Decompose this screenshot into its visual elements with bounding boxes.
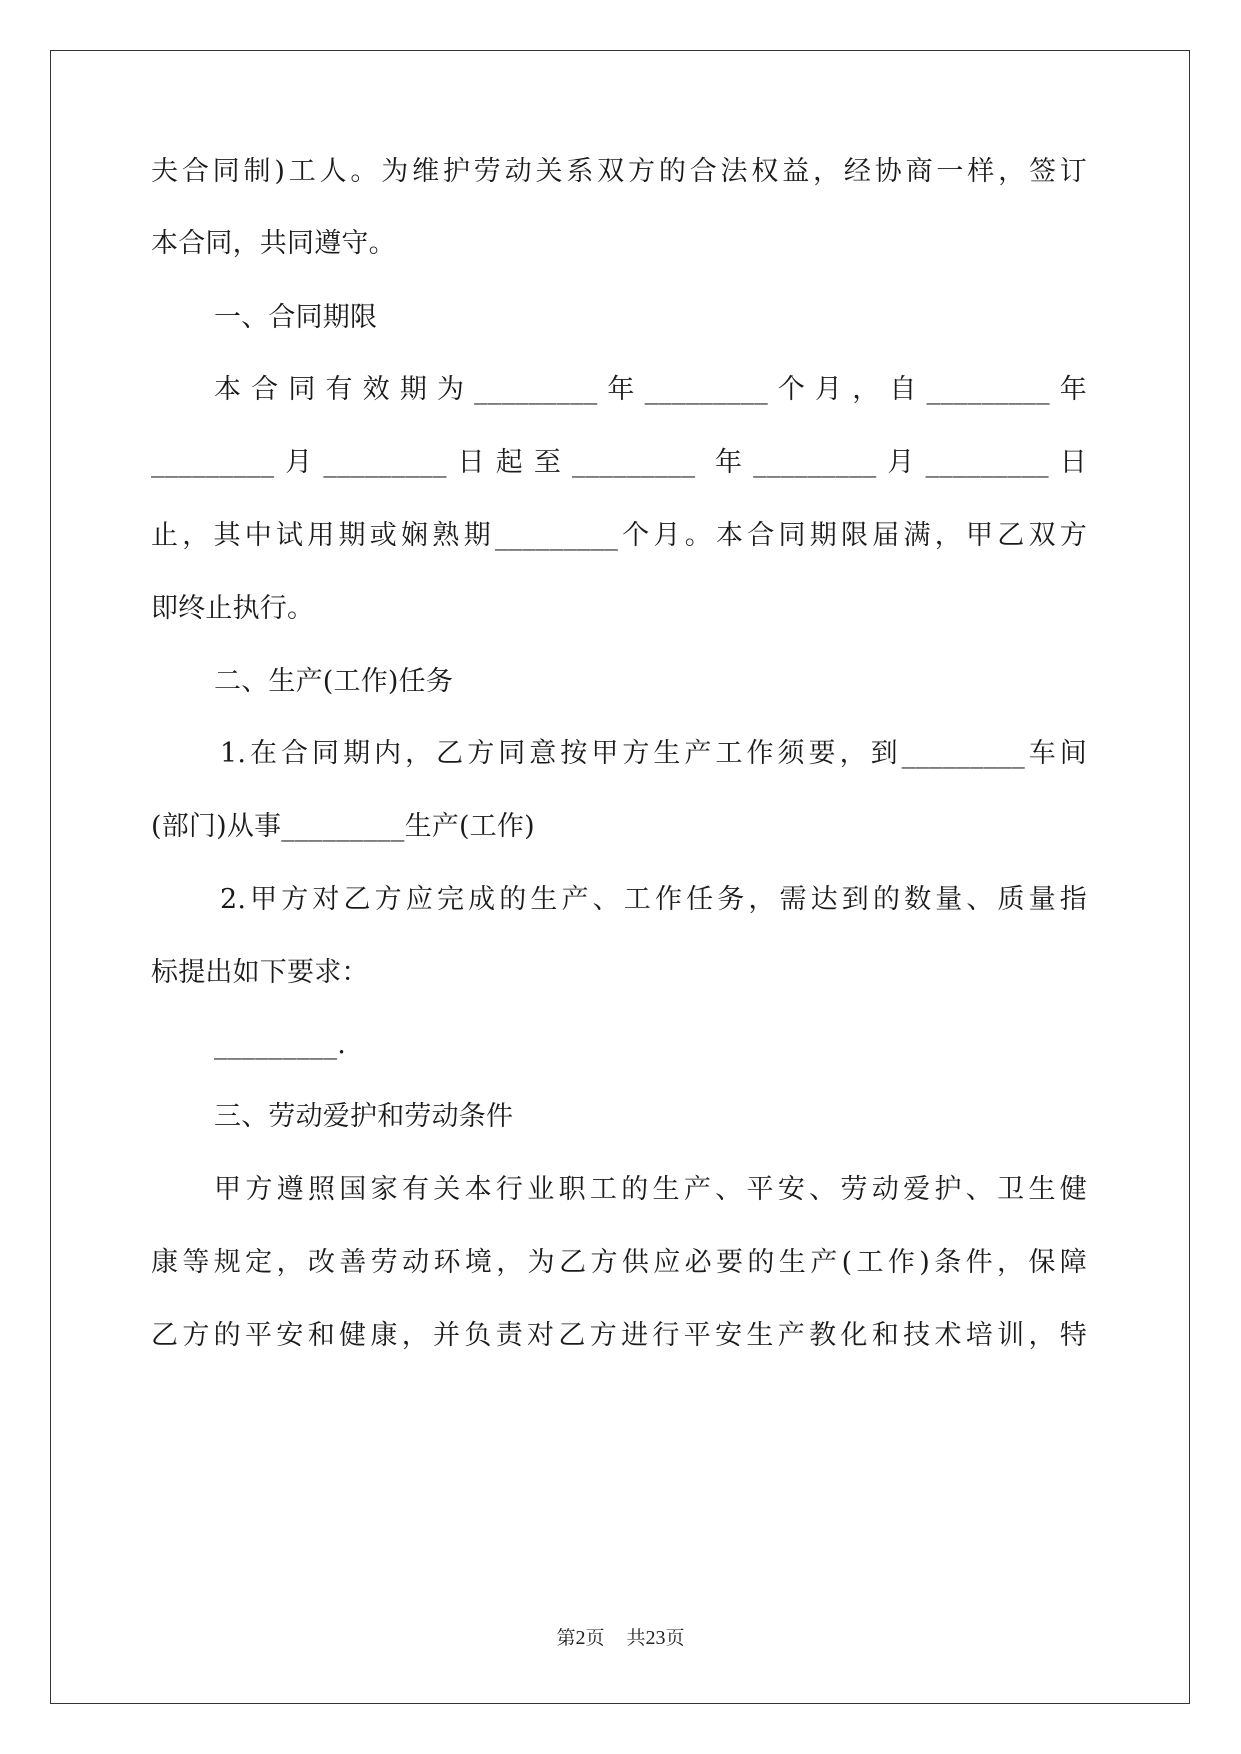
paragraph-line: 甲方遵照国家有关本行业职工的生产、平安、劳动爱护、卫生健 [214, 1174, 1087, 1205]
page-number: 2 [575, 1627, 586, 1649]
paragraph-line: 夫合同制)工人。为维护劳动关系双方的合法权益，经协商一样，签订 [151, 156, 1087, 187]
paragraph-line: 2.甲方对乙方应完成的生产、工作任务，需达到的数量、质量指 [220, 884, 1087, 915]
paragraph-line: 康等规定，改善劳动环境，为乙方供应必要的生产(工作)条件，保障 [151, 1247, 1087, 1278]
section-heading: 一、合同期限 [214, 302, 378, 333]
total-label-prefix: 共 [626, 1627, 646, 1649]
paragraph-line: _________月_________日起至_________ 年_________月_________日 [151, 447, 1087, 478]
paragraph-line: 本合同，共同遵守。 [151, 228, 396, 259]
paragraph-line: 止，其中试用期或娴熟期_________个月。本合同期限届满，甲乙双方 [151, 520, 1087, 551]
section-heading: 三、劳动爱护和劳动条件 [214, 1101, 514, 1132]
paragraph-line: (部门)从事_________生产(工作) [151, 811, 535, 842]
paragraph-line: 1.在合同期内，乙方同意按甲方生产工作须要，到_________车间 [220, 738, 1087, 769]
total-label-suffix: 页 [665, 1627, 685, 1649]
total-pages: 23 [645, 1627, 666, 1649]
paragraph-line: 即终止执行。 [151, 593, 315, 624]
paragraph-line: 乙方的平安和健康，并负责对乙方进行平安生产教化和技术培训，特 [151, 1320, 1087, 1351]
page-label-prefix: 第 [556, 1627, 576, 1649]
paragraph-line: 标提出如下要求： [151, 957, 369, 988]
page-label-suffix: 页 [585, 1627, 605, 1649]
section-heading: 二、生产(工作)任务 [214, 666, 454, 697]
paragraph-line: 本合同有效期为_________年_________个月，自_________年 [214, 374, 1087, 405]
fill-in-blank: _________. [214, 1029, 347, 1060]
page-footer [0, 1626, 1241, 1650]
